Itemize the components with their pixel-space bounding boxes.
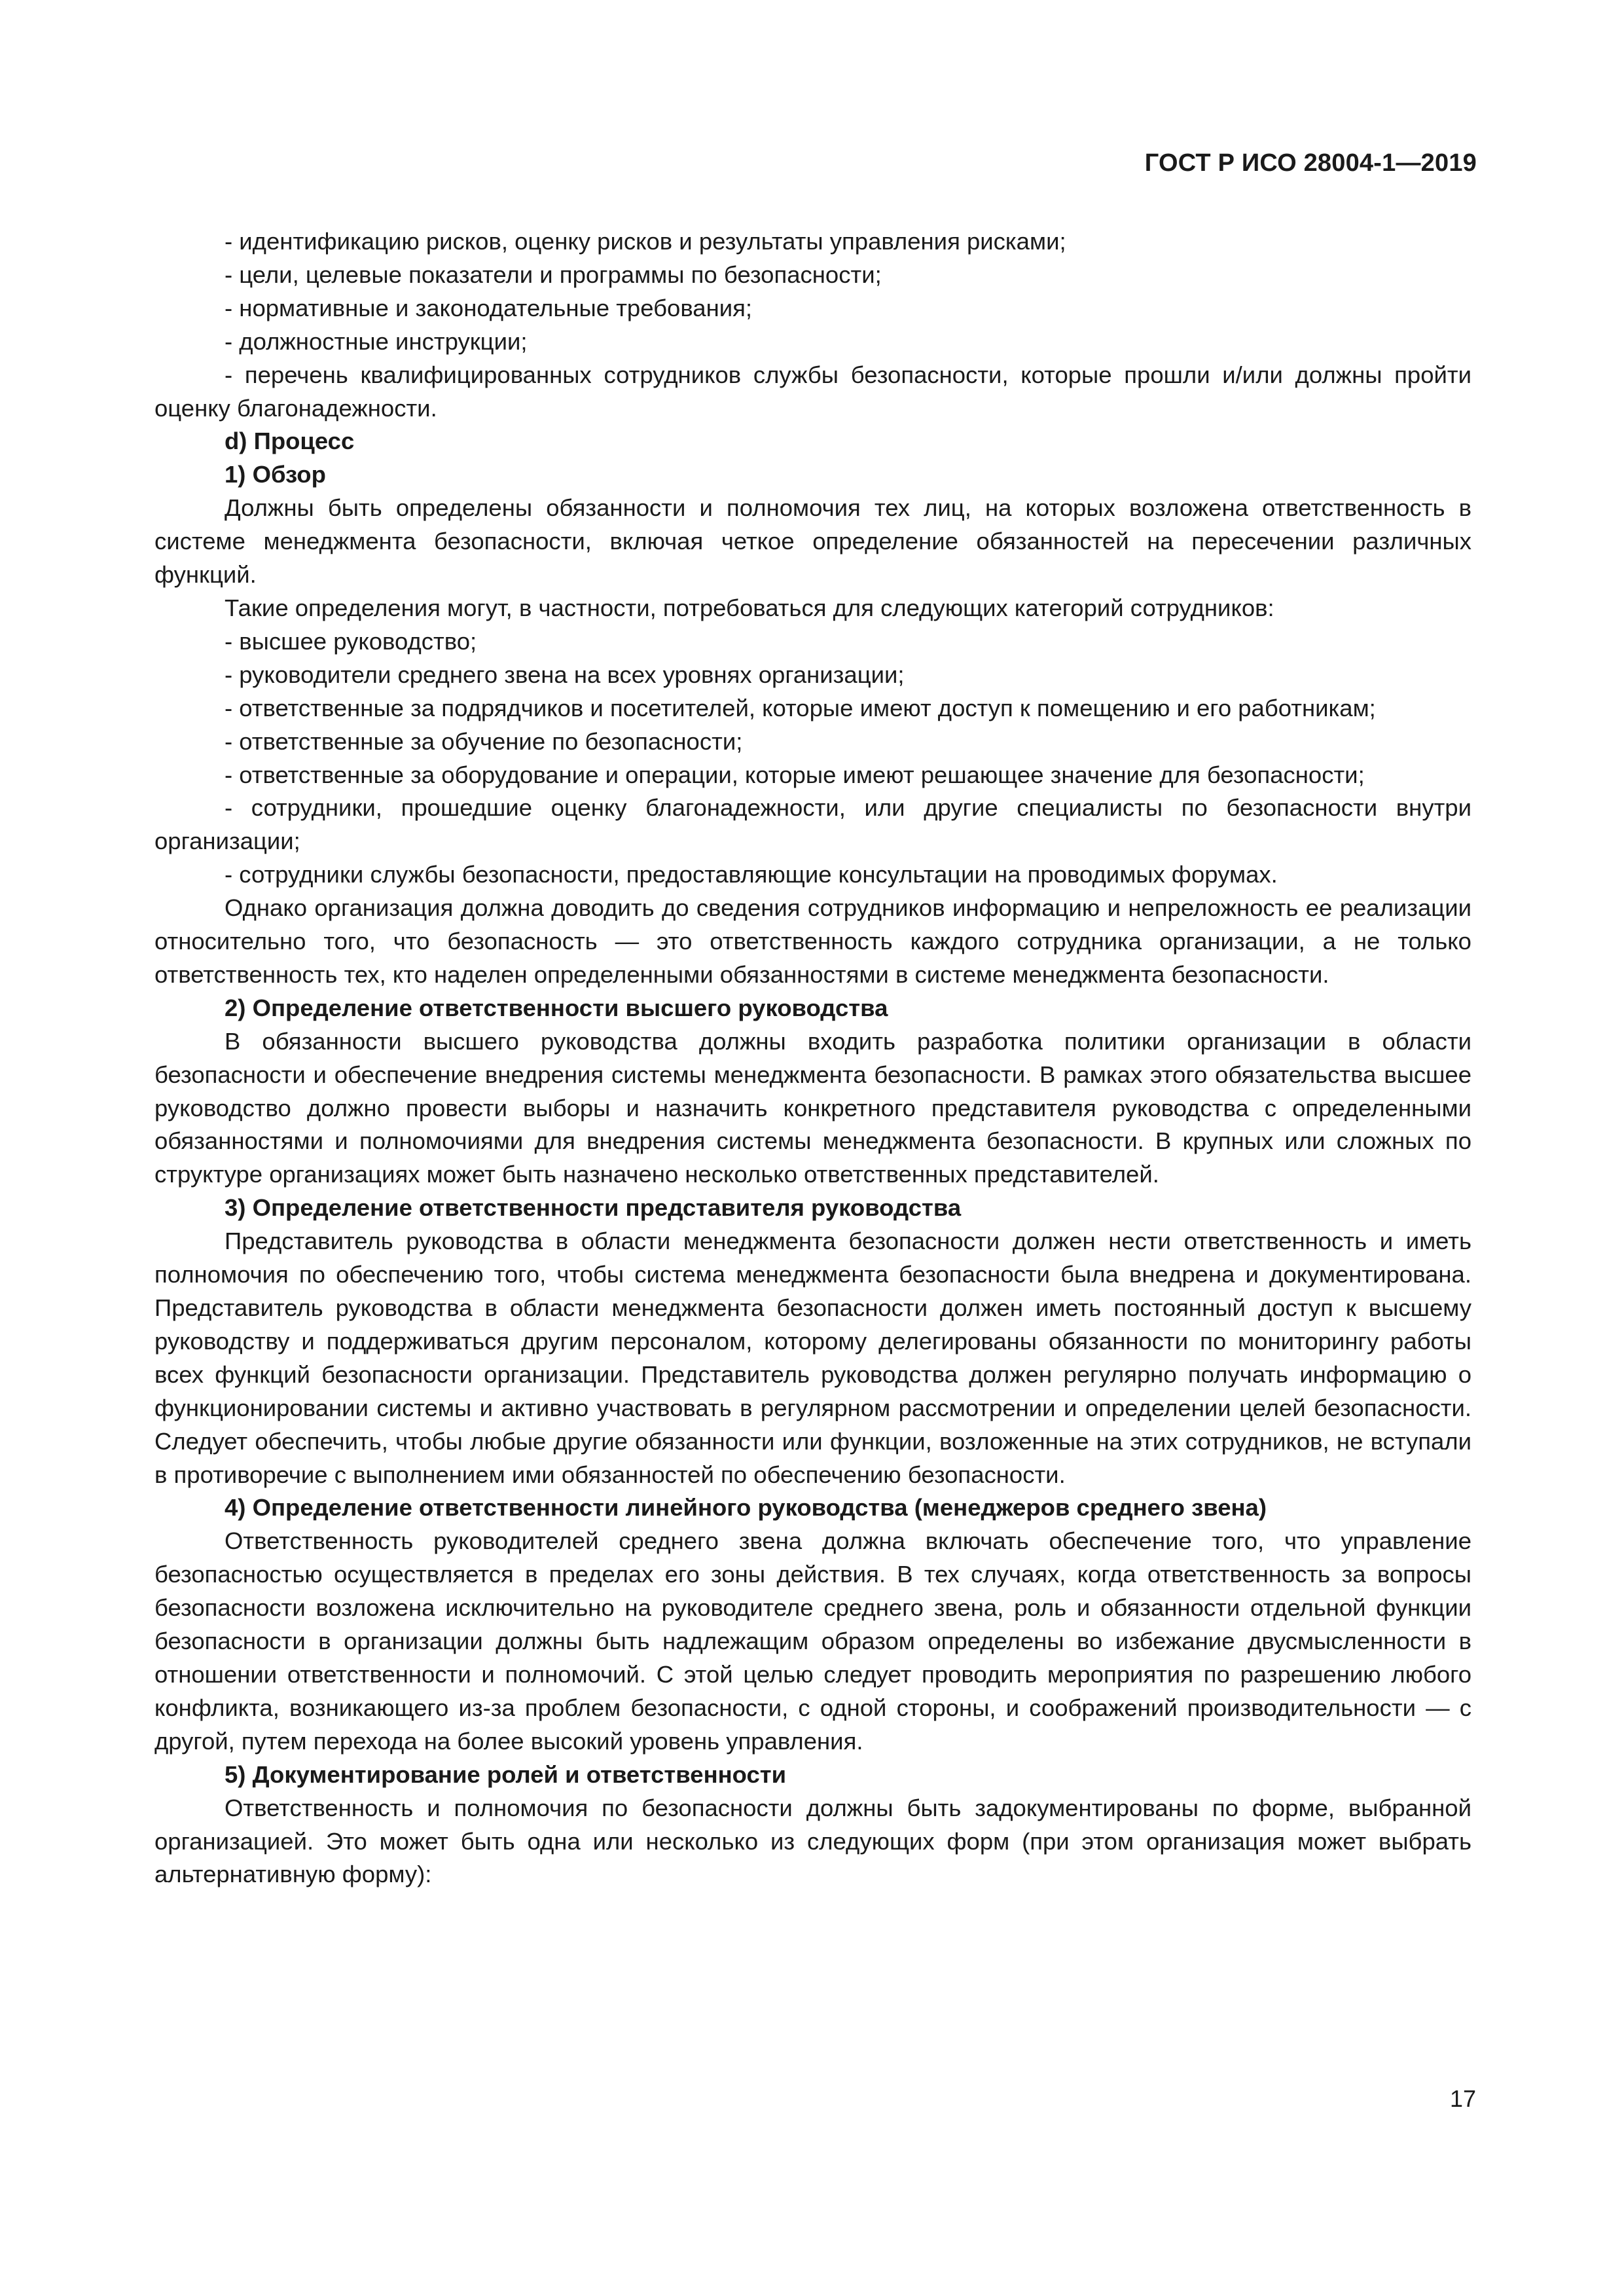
- list-item: - ответственные за подрядчиков и посетителей, которые имеют доступ к помещению и его работникам;: [225, 694, 1376, 721]
- list-item: - перечень квалифицированных сотрудников службы безопасности, которые прошли и/или должны пройти оценку благонадежности.: [154, 361, 1471, 422]
- section-heading: d) Процесс: [225, 428, 355, 455]
- section-heading: 3) Определение ответственности представителя руководства: [225, 1194, 962, 1222]
- list-item: - руководители среднего звена на всех уровнях организации;: [225, 661, 905, 688]
- section-heading: 2) Определение ответственности высшего руководства: [225, 994, 888, 1021]
- paragraph: Однако организация должна доводить до сведения сотрудников информацию и непреложность ее реализации относительно того, что безопасность — это ответственность каждого сотрудника организации, а не только ответственность тех, кто наделен определенными обязанностями в системе менеджмента безопасности.: [154, 894, 1471, 988]
- list-item: - ответственные за оборудование и операции, которые имеют решающее значение для безопасности;: [225, 761, 1365, 788]
- section-heading: 1) Обзор: [225, 461, 326, 488]
- paragraph: Ответственность руководителей среднего звена должна включать обеспечение того, что управление безопасностью осуществляется в пределах его зоны действия. В тех случаях, когда ответственность за вопросы безопасности возложена исключительно на руководителе среднего звена, роль и обязанности отдельной функции безопасности в организации должны быть надлежащим образом определены во избежание двусмысленности в отношении ответственности и полномочий. С этой целью следует проводить мероприятия по разрешению любого конфликта, возникающего из-за проблем безопасности, с одной стороны, и соображений производительности — с другой, путем перехода на более высокий уровень управления.: [154, 1527, 1471, 1755]
- list-item: - сотрудники службы безопасности, предоставляющие консультации на проводимых форумах.: [225, 861, 1278, 888]
- page-number: 17: [1449, 2085, 1476, 2112]
- paragraph: Ответственность и полномочия по безопасности должны быть задокументированы по форме, выбранной организацией. Это может быть одна или несколько из следующих форм (при этом организация может выбрать альтернативную форму):: [154, 1794, 1471, 1888]
- section-heading: 4) Определение ответственности линейного руководства (менеджеров среднего звена): [225, 1494, 1267, 1522]
- page-header: ГОСТ Р ИСО 28004-1—2019: [1144, 149, 1477, 177]
- list-item: - высшее руководство;: [225, 627, 477, 655]
- paragraph: Должны быть определены обязанности и полномочия тех лиц, на которых возложена ответственность в системе менеджмента безопасности, включая четкое определение обязанностей на пересечении различных функций.: [154, 494, 1471, 589]
- list-item: - сотрудники, прошедшие оценку благонадежности, или другие специалисты по безопасности внутри организации;: [154, 794, 1471, 855]
- list-item: - ответственные за обучение по безопасности;: [225, 727, 743, 755]
- list-item: - нормативные и законодательные требования;: [225, 294, 753, 321]
- paragraph: В обязанности высшего руководства должны входить разработка политики организации в области безопасности и обеспечение внедрения системы менеджмента безопасности. В рамках этого обязательства высшее руководство должно провести выборы и назначить конкретного представителя руководства с определенными обязанностями и полномочиями для внедрения системы менеджмента безопасности. В крупных или сложных по структуре организациях может быть назначено несколько ответственных представителей.: [154, 1027, 1471, 1188]
- list-item: - цели, целевые показатели и программы по безопасности;: [225, 261, 882, 288]
- paragraph: Представитель руководства в области менеджмента безопасности должен нести ответственность и иметь полномочия по обеспечению того, чтобы система менеджмента безопасности была внедрена и документирована. Представитель руководства в области менеджмента безопасности должен иметь постоянный доступ к высшему руководству и поддерживаться другим персоналом, которому делегированы обязанности по мониторингу работы всех функций безопасности организации. Представитель руководства должен регулярно получать информацию о функционировании системы и активно участвовать в регулярном рассмотрении и определении целей безопасности. Следует обеспечить, чтобы любые другие обязанности или функции, возложенные на этих сотрудников, не вступали в противоречие с выполнением ими обязанностей по обеспечению безопасности.: [154, 1228, 1471, 1488]
- paragraph: Такие определения могут, в частности, потребоваться для следующих категорий сотрудников:: [225, 594, 1274, 621]
- list-item: - должностные инструкции;: [225, 327, 528, 355]
- section-heading: 5) Документирование ролей и ответственности: [225, 1760, 787, 1788]
- document-body: [154, 225, 1471, 1891]
- list-item: - идентификацию рисков, оценку рисков и результаты управления рисками;: [225, 228, 1066, 255]
